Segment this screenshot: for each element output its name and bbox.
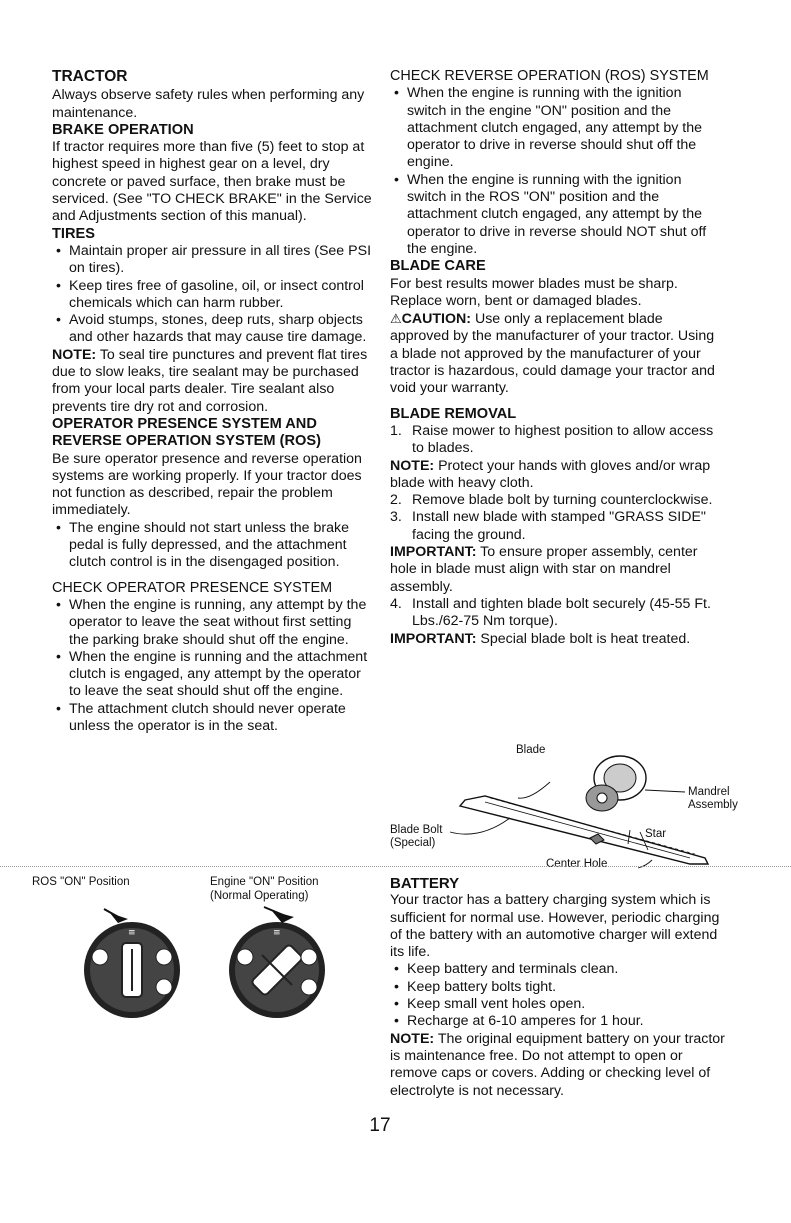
right-column (390, 68, 722, 648)
list-item: 1. Raise mower to highest position to allow access to blades. (390, 422, 714, 457)
figure-label-star: Star (645, 828, 667, 840)
important-1 (390, 544, 722, 596)
tires-heading: TIRES (52, 225, 95, 242)
ops-list (52, 520, 374, 572)
ops-text: Be sure operator presence and reverse operation systems are working properly. If your tractor does not function as described, repair the problem immediately. (52, 450, 362, 519)
figure-label-blade-bolt: Blade Bolt (Special) (390, 824, 443, 849)
tractor-heading: TRACTOR (52, 68, 128, 85)
list-item: • The engine should not start unless the brake pedal is fully depressed, and the attachment clutch control is in the disengaged position. (52, 520, 374, 572)
note-text: To seal tire punctures and prevent flat tires due to slow leaks, tire sealant may be purchased from your local parts dealer. Tire sealant also prevents tire dry rot and corrosion. (52, 346, 368, 415)
svg-text:≡: ≡ (128, 928, 136, 938)
check-operator-heading: CHECK OPERATOR PRESENCE SYSTEM (52, 579, 333, 596)
battery-text: Your tractor has a battery charging system which is sufficient for normal use. However, periodic charging of the battery with an automotive charger will extend its life. (390, 892, 720, 961)
ignition-switch-icon (32, 895, 372, 1045)
blade-removal-steps (390, 423, 722, 458)
check-ros-heading: CHECK REVERSE OPERATION (ROS) SYSTEM (390, 68, 709, 84)
svg-text:≡: ≡ (273, 928, 281, 938)
note-text: The original equipment battery on your tractor is maintenance free. Do not attempt to open or remove caps or covers. Adding or checking level of electrolyte is not necessary. (390, 1030, 725, 1099)
important-label: IMPORTANT: (390, 630, 477, 647)
blade-removal-heading: BLADE REMOVAL (390, 405, 517, 422)
left-column (52, 68, 374, 735)
warning-icon: ⚠ (390, 311, 402, 327)
divider (0, 866, 791, 867)
list-item: 2. Remove blade bolt by turning counterclockwise. (390, 492, 713, 509)
list-item: • When the engine is running, any attempt by the operator to leave the seat without first setting the parking brake should shut off the engine. (52, 597, 374, 649)
battery-heading: BATTERY (390, 875, 460, 892)
important-2 (390, 631, 722, 648)
figure-label-blade: Blade (516, 744, 546, 756)
tractor-intro: Always observe safety rules when performing any maintenance. (52, 87, 365, 121)
list-item: • When the engine is running and the attachment clutch is engaged, any attempt by the operator to leave the seat should shut off the engine. (52, 649, 374, 701)
engine-position-label: Engine "ON" Position (Normal Operating) (210, 876, 319, 902)
list-item: • When the engine is running with the ignition switch in the engine "ON" position and the attachment clutch engaged, any attempt by the operator to drive in reverse should shut off the engine. (390, 85, 722, 171)
blade-care-heading: BLADE CARE (390, 258, 486, 275)
ros-position-label: ROS "ON" Position (32, 876, 130, 888)
list-item: 3. Install new blade with stamped "GRASS SIDE" facing the ground. (390, 509, 706, 543)
list-item: • Keep battery bolts tight. (390, 979, 730, 996)
blade-diagram-icon (390, 740, 735, 875)
brake-text: If tractor requires more than five (5) feet to stop at highest speed in highest gear on a level, dry concrete or paved surface, then brake must be serviced. (See "TO CHECK BRAKE" in the Service and Adjustments section of this manual). (52, 139, 372, 225)
blade-care-text: For best results mower blades must be sharp. Replace worn, bent or damaged blades. (390, 275, 678, 309)
list-item: • Keep battery and terminals clean. (390, 961, 730, 978)
blade-figure (390, 740, 738, 875)
list-item: • Recharge at 6-10 amperes for 1 hour. (390, 1013, 730, 1030)
figure-label-mandrel: Mandrel Assembly (688, 786, 738, 811)
battery-section (390, 875, 730, 1100)
battery-list (390, 961, 730, 1030)
blade-removal-steps-cont2 (390, 596, 722, 631)
important-text: Special blade bolt is heat treated. (476, 630, 691, 647)
tire-note (52, 347, 374, 416)
ignition-figure (32, 875, 372, 1045)
blade-removal-steps-cont (390, 492, 722, 544)
figure-label-center-hole: Center Hole (546, 858, 608, 870)
note-text: Protect your hands with gloves and/or wrap blade with heavy cloth. (390, 457, 711, 491)
blade-note (390, 458, 722, 493)
brake-heading: BRAKE OPERATION (52, 121, 194, 138)
list-item: • Avoid stumps, stones, deep ruts, sharp objects and other hazards that may cause tire damage. (52, 312, 374, 347)
check-ros-list (390, 85, 722, 258)
note-label: NOTE: (390, 457, 435, 474)
list-item: • Keep small vent holes open. (390, 996, 730, 1013)
caution-paragraph (390, 310, 722, 397)
caution-label: CAUTION: (401, 311, 472, 328)
important-text: To ensure proper assembly, center hole in blade must align with star on mandrel assembly. (390, 544, 698, 595)
battery-note (390, 1031, 730, 1100)
page-number: 17 (369, 1115, 391, 1136)
list-item: • When the engine is running with the ignition switch in the ROS "ON" position and the attachment clutch engaged, any attempt by the operator to drive in reverse should NOT shut off the engine. (390, 172, 722, 258)
tires-list (52, 243, 374, 347)
check-operator-list (52, 597, 374, 735)
note-label: NOTE: (52, 346, 97, 363)
important-label: IMPORTANT: (390, 544, 477, 561)
list-item: 4. Install and tighten blade bolt securely (45-55 Ft. Lbs./62-75 Nm torque). (390, 595, 711, 630)
ops-heading: OPERATOR PRESENCE SYSTEM AND REVERSE OPERATION SYSTEM (ROS) (52, 415, 321, 450)
note-label: NOTE: (390, 1030, 435, 1047)
list-item: • Keep tires free of gasoline, oil, or insect control chemicals which can harm rubber. (52, 278, 374, 313)
caution-text: Use only a replacement blade approved by the manufacturer of your tractor. Using a blade not approved by the manufacturer of your tractor is hazardous, could damage your tractor and void your warranty. (390, 311, 715, 397)
list-item: • Maintain proper air pressure in all tires (See PSI on tires). (52, 243, 374, 278)
list-item: • The attachment clutch should never operate unless the operator is in the seat. (52, 701, 374, 736)
